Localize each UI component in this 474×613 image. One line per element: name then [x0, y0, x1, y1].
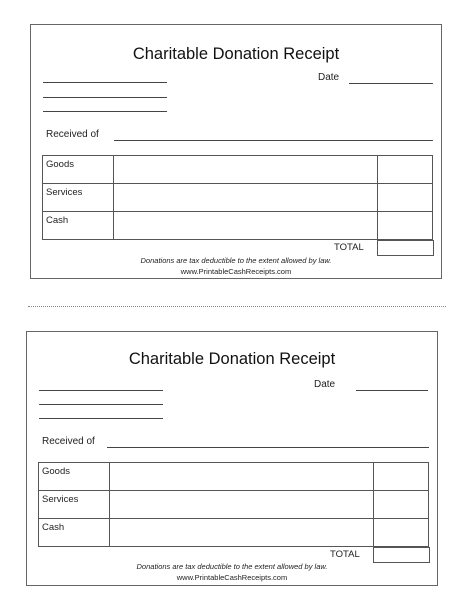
total-label: TOTAL — [334, 242, 364, 253]
donor-address-line-2[interactable] — [39, 404, 163, 405]
cut-line — [28, 306, 446, 307]
item-description-cash[interactable] — [114, 212, 378, 240]
donor-address-line-2[interactable] — [43, 97, 167, 98]
received-of-label: Received of — [42, 436, 95, 447]
item-label-services: Services — [43, 184, 114, 212]
item-label-services: Services — [39, 491, 110, 519]
tax-deductible-note: Donations are tax deductible to the extent allowed by law. — [140, 256, 332, 265]
item-label-goods: Goods — [39, 463, 110, 491]
item-label-goods: Goods — [43, 156, 114, 184]
donor-address-line-1[interactable] — [43, 82, 167, 83]
website-url: www.PrintableCashReceipts.com — [176, 573, 288, 582]
table-row — [43, 156, 433, 184]
donation-receipt-bottom — [26, 331, 438, 586]
total-amount-field[interactable] — [373, 547, 430, 563]
date-field[interactable] — [349, 83, 433, 84]
item-label-cash: Cash — [39, 519, 110, 547]
item-label-cash: Cash — [43, 212, 114, 240]
donation-receipt-top — [30, 24, 442, 279]
total-label: TOTAL — [330, 549, 360, 560]
item-amount-goods[interactable] — [378, 156, 433, 184]
total-amount-field[interactable] — [377, 240, 434, 256]
table-row — [43, 184, 433, 212]
donation-items-table — [38, 462, 429, 547]
website-url: www.PrintableCashReceipts.com — [180, 267, 292, 276]
table-row — [39, 491, 429, 519]
date-label: Date — [318, 72, 340, 83]
item-amount-goods[interactable] — [374, 463, 429, 491]
item-amount-cash[interactable] — [374, 519, 429, 547]
item-description-goods[interactable] — [114, 156, 378, 184]
table-row — [39, 463, 429, 491]
table-row — [39, 519, 429, 547]
donor-address-line-3[interactable] — [39, 418, 163, 419]
item-amount-services[interactable] — [374, 491, 429, 519]
item-amount-services[interactable] — [378, 184, 433, 212]
item-description-goods[interactable] — [110, 463, 374, 491]
received-of-field[interactable] — [107, 447, 429, 448]
received-of-label: Received of — [46, 129, 99, 140]
donation-items-table — [42, 155, 433, 240]
item-amount-cash[interactable] — [378, 212, 433, 240]
table-row — [43, 212, 433, 240]
tax-deductible-note: Donations are tax deductible to the extent allowed by law. — [136, 562, 328, 571]
donor-address-line-3[interactable] — [43, 111, 167, 112]
received-of-field[interactable] — [114, 140, 433, 141]
date-label: Date — [314, 379, 336, 390]
donor-address-line-1[interactable] — [39, 390, 163, 391]
item-description-cash[interactable] — [110, 519, 374, 547]
receipt-title: Charitable Donation Receipt — [128, 350, 336, 368]
item-description-services[interactable] — [114, 184, 378, 212]
receipt-title: Charitable Donation Receipt — [132, 45, 340, 63]
item-description-services[interactable] — [110, 491, 374, 519]
date-field[interactable] — [356, 390, 428, 391]
